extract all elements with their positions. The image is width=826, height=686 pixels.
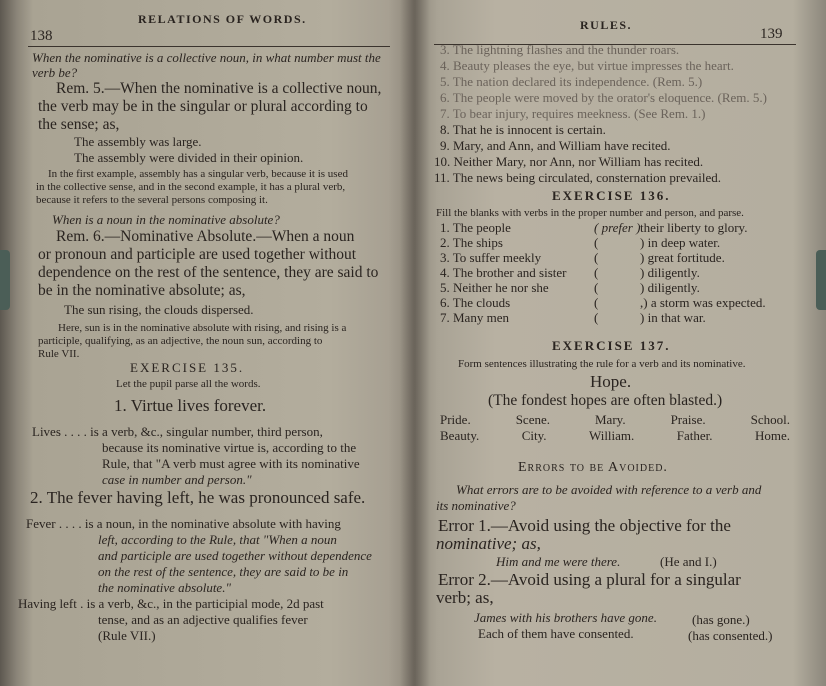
example-assembly-2: The assembly were divided in their opinion. [74,150,304,165]
question-nominative-absolute: When is a noun in the nominative absolute? [52,212,280,227]
note-line-4: Here, sun is in the nominative absolute with rising, and rising is a [58,322,347,334]
exercise-135-title: EXERCISE 135. [130,360,245,375]
item-9: 9. Mary, and Ann, and William have recited. [440,138,671,153]
example-sun-rising: The sun rising, the clouds dispersed. [64,302,254,317]
word-mary: Mary. [595,412,626,427]
error-1-line-2: nominative; as, [436,534,541,553]
parse-having-left-line-2: tense, and as an adjective qualifies fever [98,612,308,627]
blank-verb-6: ( [594,295,599,310]
remark-5-line-3: the sense; as, [38,116,120,133]
blank-subject-2: 2. The ships [440,235,503,250]
parse-fever-line-5: the nominative absolute." [98,580,231,595]
right-page [430,0,805,686]
blank-predicate-6: ,) a storm was expected. [640,295,766,310]
exercise-137-title: EXERCISE 137. [552,338,671,353]
word-school: School. [750,412,790,427]
errors-question-line-1: What errors are to be avoided with reference to a verb and [456,482,762,497]
word-beauty: Beauty. [440,428,480,443]
parse-fever-line-2: left, according to the Rule, that "When a noun [98,532,337,547]
parse-having-left-line-1: Having left . is a verb, &c., in the participial mode, 2d past [18,596,324,611]
remark-6-line-2: or pronoun and participle are used together without [38,246,357,263]
item-10: 10. Neither Mary, nor Ann, nor William has recited. [434,154,704,169]
running-head: RELATIONS OF WORDS. [138,12,307,26]
word-row-1 [440,412,790,428]
blank-verb-5: ( [594,280,599,295]
page-number: 139 [760,26,783,42]
parse-having-left-line-3: (Rule VII.) [98,628,156,643]
blank-predicate-2: ) in deep water. [640,235,721,250]
exercise-136-instructions: Fill the blanks with verbs in the proper number and person, and parse. [436,207,744,219]
parse-lives-line-1: Lives . . . . is a verb, &c., singular number, third person, [32,424,323,439]
sentence-2: 2. The fever having left, he was pronounced safe. [30,488,366,507]
blank-predicate-4: ) diligently. [640,265,700,280]
left-page [18,0,393,686]
blanks-verbs [594,220,640,325]
blank-subject-7: 7. Many men [440,310,509,325]
hope-example-sentence: (The fondest hopes are often blasted.) [488,392,723,409]
running-head: RULES. [580,18,633,32]
item-4: 4. Beauty pleases the eye, but virtue impresses the heart. [440,58,734,73]
blank-verb-2: ( [594,235,599,250]
error-1-line-1: Error 1.—Avoid using the objective for the [438,516,731,535]
left-page-edge [0,250,10,310]
exercise-137-instructions: Form sentences illustrating the rule for a verb and its nominative. [458,358,746,370]
blank-predicate-5: ) diligently. [640,280,700,295]
blanks-predicates [640,220,766,325]
error-1-correction: (He and I.) [660,554,717,569]
error-2-line-2: verb; as, [436,588,494,607]
remark-5-line-1: Rem. 5.—When the nominative is a collective noun, [56,80,382,97]
exercise-136-title: EXERCISE 136. [552,188,671,203]
exercise-135-instructions: Let the pupil parse all the words. [116,378,261,390]
book-gutter [400,0,430,686]
blank-verb-4: ( [594,265,599,280]
word-scene: Scene. [515,412,550,427]
parse-lives-line-3: Rule, that "A verb must agree with its nominative [102,456,360,471]
blank-subject-6: 6. The clouds [440,295,511,310]
note-line-6: Rule VII. [38,348,80,360]
right-page-edge [816,250,826,310]
word-row-2 [440,428,790,444]
parse-fever-line-4: on the rest of the sentence, they are said to be in [98,564,349,579]
parse-lives-line-4: case in number and person." [102,472,252,487]
parse-fever-line-1: Fever . . . . is a noun, in the nominative absolute with having [26,516,341,531]
error-2-line-1: Error 2.—Avoid using a plural for a singular [438,570,741,589]
blank-predicate-1: their liberty to glory. [640,220,748,235]
parse-lives-line-2: because its nominative virtue is, according to the [102,440,357,455]
word-father: Father. [676,428,713,443]
blank-predicate-3: ) great fortitude. [640,250,725,265]
sentence-1: 1. Virtue lives forever. [114,396,267,415]
blanks-subjects [440,220,566,325]
remark-6-line-4: be in the nominative absolute; as, [38,282,246,299]
blank-verb-1: ( prefer ) [594,220,641,235]
note-line-3: because it refers to the several persons composing it. [36,194,268,206]
error-2-example-2: Each of them have consented. [478,626,634,641]
word-home: Home. [754,428,790,443]
item-3: 3. The lightning flashes and the thunder roars. [440,42,680,57]
blank-predicate-7: ) in that war. [640,310,706,325]
item-11: 11. The news being circulated, consternation prevailed. [434,170,721,185]
parse-fever-line-3: and participle are used together without dependence [98,548,372,563]
example-assembly-1: The assembly was large. [74,134,202,149]
blank-subject-1: 1. The people [440,220,511,235]
example-word-hope: Hope. [590,372,632,391]
error-2-example-1: James with his brothers have gone. [474,610,657,625]
error-1-example: Him and me were there. [496,554,621,569]
errors-title: Errors to be Avoided. [518,460,668,475]
errors-question-line-2: its nominative? [436,498,516,513]
blank-subject-4: 4. The brother and sister [440,265,567,280]
header-rule [28,46,390,47]
item-7: 7. To bear injury, requires meekness. (See Rem. 1.) [440,106,706,121]
page-number: 138 [30,28,53,44]
word-pride: Pride. [440,412,471,427]
error-2-correction-2: (has consented.) [688,628,773,643]
error-2-correction-1: (has gone.) [692,612,750,627]
note-line-5: participle, qualifying, as an adjective, the noun sun, according to [38,335,323,347]
note-line-1: In the first example, assembly has a singular verb, because it is used [48,168,348,180]
blank-verb-7: ( [594,310,599,325]
blank-subject-3: 3. To suffer meekly [440,250,542,265]
remark-5-line-2: the verb may be in the singular or plural according to [38,98,368,115]
note-line-2: in the collective sense, and in the second example, it has a plural verb, [36,181,346,193]
blank-verb-3: ( [594,250,599,265]
word-william: William. [588,428,635,443]
item-5: 5. The nation declared its independence. (Rem. 5.) [440,74,703,89]
word-city: City. [521,428,547,443]
question-collective-noun: When the nominative is a collective noun, in what number must the verb be? [32,50,381,80]
remark-6-line-3: dependence on the rest of the sentence, they are said to [38,264,379,281]
blank-subject-5: 5. Neither he nor she [440,280,549,295]
item-8: 8. That he is innocent is certain. [440,122,606,137]
remark-6-line-1: Rem. 6.—Nominative Absolute.—When a noun [56,228,355,245]
item-6: 6. The people were moved by the orator's eloquence. (Rem. 5.) [440,90,767,105]
word-praise: Praise. [670,412,706,427]
